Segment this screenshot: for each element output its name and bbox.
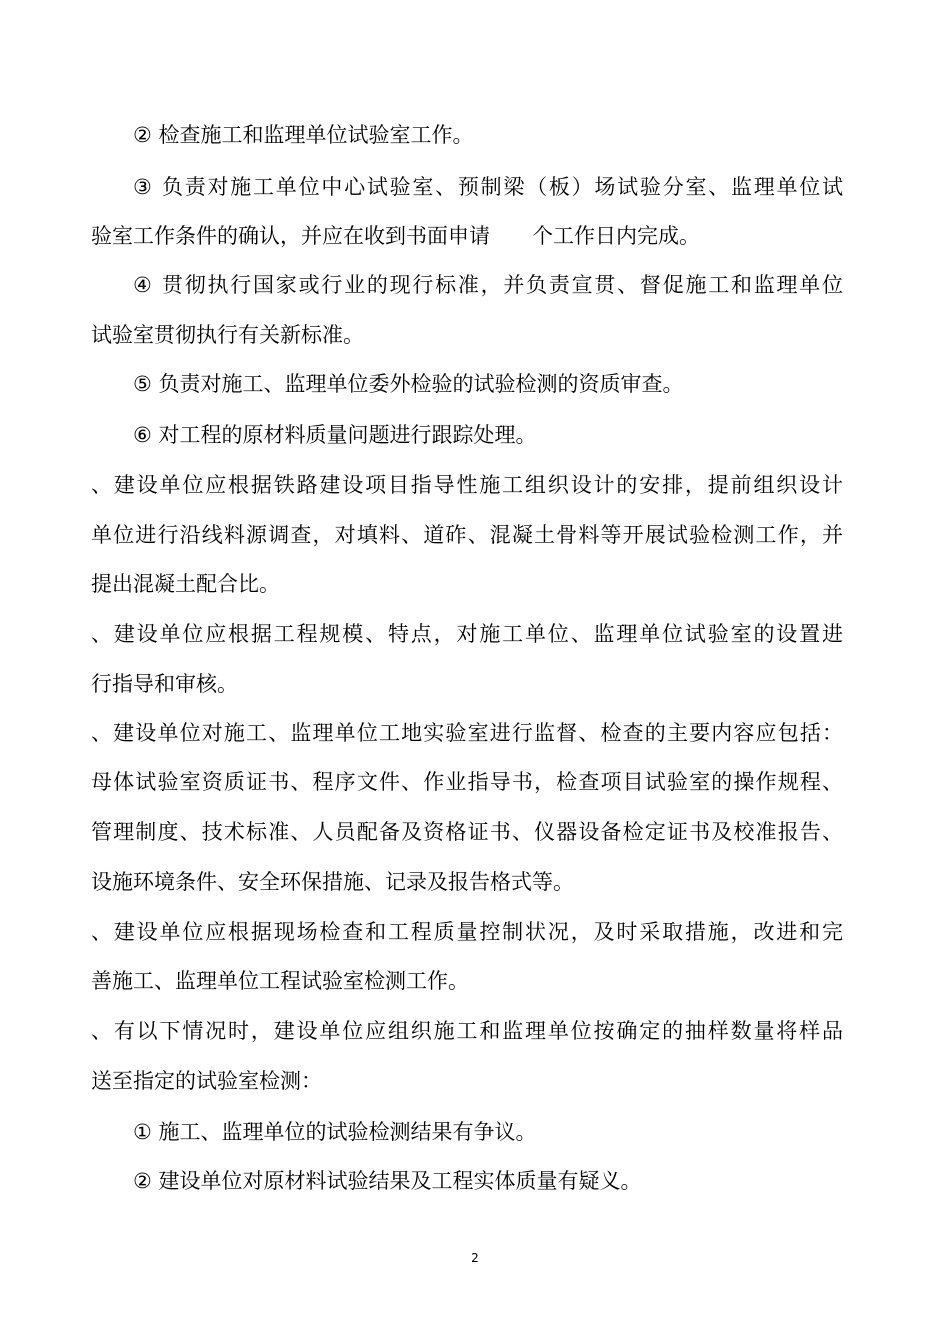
paragraph-material-survey-line3: 提出混凝土配合比。: [91, 572, 280, 596]
list-item-3-confirm-conditions-line1: ③ 负责对施工单位中心试验室、预制梁（板）场试验分室、监理单位试: [133, 175, 843, 199]
paragraph-inspection-content-line2: 母体试验室资质证书、程序文件、作业指导书，检查项目试验室的操作规程、: [91, 770, 843, 794]
list-item-4-standards-line1: ④ 贯彻执行国家或行业的现行标准，并负责宣贯、督促施工和监理单位: [133, 273, 843, 297]
paragraph-inspection-content-line3: 管理制度、技术标准、人员配备及资格证书、仪器设备检定证书及校准报告、: [91, 820, 843, 844]
list-item-2-check-labs: ② 检查施工和监理单位试验室工作。: [133, 123, 474, 147]
list-item-6-material-tracking: ⑥ 对工程的原材料质量问题进行跟踪处理。: [133, 423, 537, 447]
list-item-5-qualification-review: ⑤ 负责对施工、监理单位委外检验的试验检测的资质审查。: [133, 372, 684, 396]
paragraph-inspection-content-line1: 、建设单位对施工、监理单位工地实验室进行监督、检查的主要内容应包括：: [91, 721, 843, 745]
paragraph-material-survey-line2: 单位进行沿线料源调查，对填料、道砟、混凝土骨料等开展试验检测工作，并: [91, 523, 843, 547]
paragraph-sample-testing-line1: 、有以下情况时，建设单位应组织施工和监理单位按确定的抽样数量将样品: [91, 1019, 843, 1043]
paragraph-sample-testing-line2: 送至指定的试验室检测：: [91, 1069, 322, 1093]
paragraph-inspection-content-line4: 设施环境条件、安全环保措施、记录及报告格式等。: [91, 870, 574, 894]
list-item-1-dispute: ① 施工、监理单位的试验检测结果有争议。: [133, 1120, 537, 1144]
list-item-2-doubt: ② 建设单位对原材料试验结果及工程实体质量有疑义。: [133, 1169, 642, 1193]
list-item-3-confirm-conditions-line2: 验室工作条件的确认，并应在收到书面申请 个工作日内完成。: [91, 224, 700, 248]
paragraph-lab-setup-line2: 行指导和审核。: [91, 672, 238, 696]
paragraph-improvement-line1: 、建设单位应根据现场检查和工程质量控制状况，及时采取措施，改进和完: [91, 920, 843, 944]
page-number: 2: [471, 1251, 479, 1265]
paragraph-material-survey-line1: 、建设单位应根据铁路建设项目指导性施工组织设计的安排，提前组织设计: [91, 473, 843, 497]
paragraph-improvement-line2: 善施工、监理单位工程试验室检测工作。: [91, 969, 469, 993]
paragraph-lab-setup-line1: 、建设单位应根据工程规模、特点，对施工单位、监理单位试验室的设置进: [91, 622, 843, 646]
list-item-4-standards-line2: 试验室贯彻执行有关新标准。: [91, 323, 364, 347]
